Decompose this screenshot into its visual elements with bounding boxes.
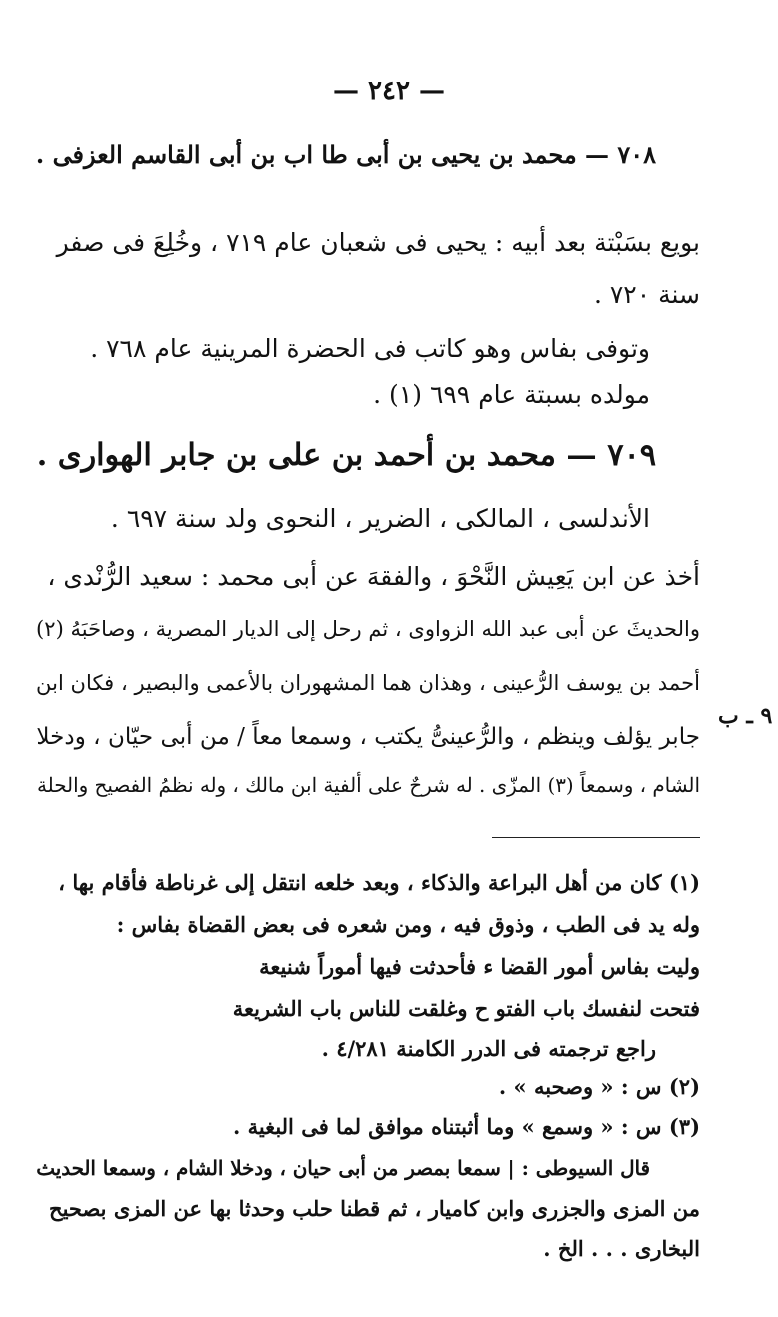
entry-709-heading: ٧٠٩ — محمد بن أحمد بن على بن جابر الهوارى . [36, 438, 656, 473]
entry-709-line-1: الأندلسى ، المالكى ، الضرير ، النحوى ولد سنة ٦٩٧ . [110, 504, 650, 533]
footnote-1-line-2: وله يد فى الطب ، وذوق فيه ، ومن شعره فى بعض القضاة بفاس : [116, 912, 700, 937]
entry-709-line-2: أخذ عن ابن يَعِيش النَّحْوَ ، والفقهَ عن أبى محمد : سعيد الرُّنْدى ، [47, 562, 700, 591]
footnote-1-verse-1: وليت بفاس أمور القضا ء فأحدثت فيها أموراً شنيعة [259, 954, 700, 979]
footnote-1-verse-2: فتحت لنفسك باب الفتو ح وغلقت للناس باب الشريعة [232, 996, 700, 1021]
entry-708-heading: ٧٠٨ — محمد بن يحيى بن أبى طا اب بن أبى القاسم العزفى . [35, 140, 656, 169]
footnote-divider [492, 837, 700, 838]
entry-709-line-5: جابر يؤلف وينظم ، والرُّعينىُّ يكتب ، وسمعا معاً / من أبى حيّان ، ودخلا [36, 724, 700, 750]
entry-709-line-3: والحديثَ عن أبى عبد الله الزواوى ، ثم رحل إلى الديار المصرية ، وصاحَبَهُ (٢) [36, 616, 700, 641]
entry-708-line-3: وتوفى بفاس وهو كاتب فى الحضرة المرينية عام ٧٦٨ . [90, 334, 650, 363]
entry-708-line-1: بويع بسَبْتة بعد أبيه : يحيى فى شعبان عام ٧١٩ ، وخُلِعَ فى صفر [56, 228, 700, 257]
page-number: — ٢٤٢ — [332, 76, 446, 106]
entry-708-line-2: سنة ٧٢٠ . [593, 280, 700, 309]
footnote-3: (٣) س : « وسمع » وما أثبتناه موافق لما فى البغية . [232, 1114, 700, 1139]
entry-709-line-4: أحمد بن يوسف الرُّعينى ، وهذان هما المشهوران بالأعمى والبصير ، فكان ابن [36, 670, 700, 695]
footnote-1-line-1: (١) كان من أهل البراعة والذكاء ، وبعد خلعه انتقل إلى غرناطة فأقام بها ، [58, 870, 700, 895]
footnote-3-quote-line-1: قال السيوطى : | سمعا بمصر من أبى حيان ، ودخلا الشام ، وسمعا الحديث [36, 1156, 650, 1180]
footnote-1-reference: راجع ترجمته فى الدرر الكامنة ٤/٢٨١ . [321, 1036, 656, 1061]
footnote-3-quote-line-2: من المزى والجزرى وابن كاميار ، ثم قطنا حلب وحدثا بها عن المزى بصحيح [49, 1196, 700, 1221]
footnote-3-quote-line-3: البخارى . . . الخ . [543, 1236, 700, 1261]
footnote-2: (٢) س : « وصحبه » . [498, 1074, 700, 1099]
entry-708-line-4: مولده بسبتة عام ٦٩٩ (١) . [373, 380, 650, 409]
margin-folio-note: ٩ ـ ب [718, 703, 773, 729]
entry-709-line-6: الشام ، وسمعاً (٣) المزّى . له شرحٌ على ألفية ابن مالك ، وله نظمُ الفصيح والحلة [37, 774, 700, 797]
